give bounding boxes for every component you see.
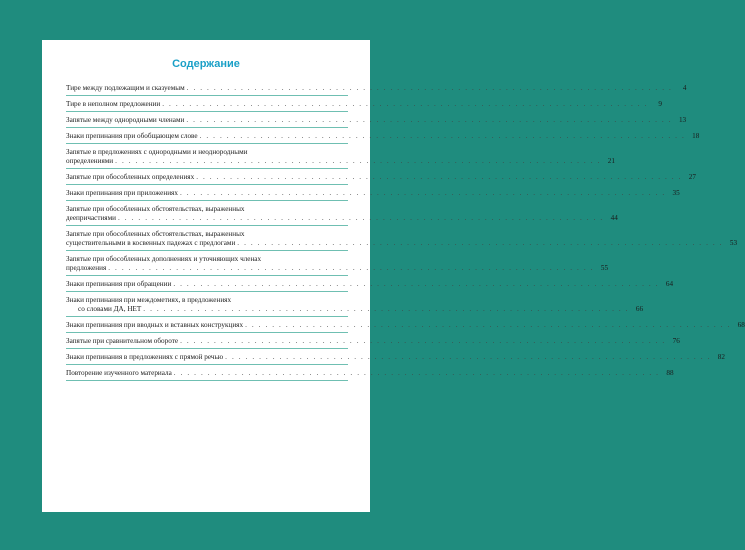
toc-entry[interactable]: [66, 276, 674, 292]
dot-leader: . . . . . . . . . . . . . . . . . . . . . . . . . . . . . . . . . . . . . . . . . . . . . . . . . . . . . . . . . . . . . . . . . . . . . . . .: [180, 337, 666, 345]
toc-entry[interactable]: [66, 144, 615, 169]
toc-entry[interactable]: [66, 80, 687, 96]
toc-page-number: 27: [688, 173, 696, 181]
document-page: [42, 40, 745, 512]
toc-entry-text: Запятые при обособленных дополнениях и уточняющих членах: [66, 255, 262, 263]
toc-entry-text: деепричастиями: [66, 214, 117, 222]
dot-leader: . . . . . . . . . . . . . . . . . . . . . . . . . . . . . . . . . . . . . . . . . . . . . . . . . . . . . . . . . . . . . . . . . . . . . . . .: [115, 157, 601, 165]
toc-page-number: 9: [658, 100, 663, 108]
toc-entry-text: Знаки препинания при междометиях, в предложениях: [66, 296, 232, 304]
dot-leader: . . . . . . . . . . . . . . . . . . . . . . . . . . . . . . . . . . . . . . . . . . . . . . . . . . . . . . . . . . . . . . . . . . . . . . . .: [143, 305, 630, 313]
dot-leader: . . . . . . . . . . . . . . . . . . . . . . . . . . . . . . . . . . . . . . . . . . . . . . . . . . . . . . . . . . . . . . . . . . . . . . . .: [225, 353, 711, 361]
toc-entry-text: Тире в неполном предложении: [66, 100, 161, 108]
toc-page-number: 66: [635, 305, 644, 313]
toc-entry[interactable]: [66, 226, 738, 251]
toc-entry-text: Запятые в предложениях с однородными и неоднородными: [66, 148, 248, 156]
toc-page-number: 18: [692, 132, 700, 140]
toc-entry-text: Запятые между однородными членами: [66, 116, 185, 124]
toc-entry-text: Повторение изученного материала: [66, 369, 172, 377]
toc-entry[interactable]: [66, 251, 609, 276]
toc-page-number: 64: [665, 280, 674, 288]
dot-leader: . . . . . . . . . . . . . . . . . . . . . . . . . . . . . . . . . . . . . . . . . . . . . . . . . . . . . . . . . . . . . . . . . . . . . . . .: [108, 264, 595, 272]
toc-entry-text: Запятые при обособленных определениях: [66, 173, 195, 181]
dot-leader: . . . . . . . . . . . . . . . . . . . . . . . . . . . . . . . . . . . . . . . . . . . . . . . . . . . . . . . . . . . . . . . . . . . . . . . .: [237, 239, 724, 247]
table-of-contents: [66, 80, 745, 381]
toc-entry[interactable]: [66, 365, 674, 381]
toc-page-number: 13: [678, 116, 687, 124]
toc-entry-text: Тире между подлежащим и сказуемым: [66, 84, 185, 92]
toc-entry[interactable]: [66, 169, 696, 185]
toc-entry-text: предложения: [66, 264, 107, 272]
toc-entry-text: Запятые при сравнительном обороте: [66, 337, 179, 345]
toc-entry-text: Запятые при обособленных обстоятельствах, выраженных: [66, 230, 245, 238]
toc-entry-text: определениями: [66, 157, 114, 165]
toc-entry-text: Знаки препинания при обращении: [66, 280, 172, 288]
toc-entry[interactable]: [66, 128, 700, 144]
toc-entry-text: Знаки препинания при обобщающем слове: [66, 132, 198, 140]
toc-page-number: 53: [729, 239, 738, 247]
toc-entry[interactable]: [66, 201, 618, 226]
toc-entry[interactable]: [66, 112, 687, 128]
toc-entry[interactable]: [66, 96, 663, 112]
toc-page-number: 88: [666, 369, 674, 377]
dot-leader: . . . . . . . . . . . . . . . . . . . . . . . . . . . . . . . . . . . . . . . . . . . . . . . . . . . . . . . . . . . . . . . . . . . . . . . .: [173, 280, 660, 288]
toc-entry[interactable]: [66, 185, 680, 201]
toc-entry-text: Знаки препинания в предложениях с прямой речью: [66, 353, 224, 361]
toc-page-number: 68: [737, 321, 745, 329]
toc-entry-text: Знаки препинания при приложениях: [66, 189, 178, 197]
toc-page-number: 82: [717, 353, 725, 361]
dot-leader: . . . . . . . . . . . . . . . . . . . . . . . . . . . . . . . . . . . . . . . . . . . . . . . . . . . . . . . . . . . . . . . . . . . . . . . .: [179, 189, 666, 197]
toc-entry[interactable]: [66, 292, 644, 317]
toc-entry-text: со словами ДА, НЕТ: [78, 305, 142, 313]
toc-page-number: 55: [600, 264, 609, 272]
dot-leader: . . . . . . . . . . . . . . . . . . . . . . . . . . . . . . . . . . . . . . . . . . . . . . . . . . . . . . . . . . . . . . . . . . . . . . . .: [118, 214, 604, 222]
toc-entry[interactable]: [66, 317, 745, 333]
toc-page-number: 44: [610, 214, 618, 222]
dot-leader: . . . . . . . . . . . . . . . . . . . . . . . . . . . . . . . . . . . . . . . . . . . . . . . . . . . . . . . . . . . . . . . . . . . . . . . .: [245, 321, 731, 329]
toc-page-number: 4: [682, 84, 687, 92]
dot-leader: . . . . . . . . . . . . . . . . . . . . . . . . . . . . . . . . . . . . . . . . . . . . . . . . . . . . . . . . . . . . . . . . . . . . . . . .: [162, 100, 649, 108]
toc-entry-text: Знаки препинания при вводных и вставных конструкциях: [66, 321, 244, 329]
dot-leader: . . . . . . . . . . . . . . . . . . . . . . . . . . . . . . . . . . . . . . . . . . . . . . . . . . . . . . . . . . . . . . . . . . . . . . . .: [186, 84, 673, 92]
dot-leader: . . . . . . . . . . . . . . . . . . . . . . . . . . . . . . . . . . . . . . . . . . . . . . . . . . . . . . . . . . . . . . . . . . . . . . . .: [173, 369, 660, 377]
toc-entry[interactable]: [66, 333, 680, 349]
toc-entry[interactable]: [66, 349, 725, 365]
toc-entry-text: существительными в косвенных падежах с предлогами: [66, 239, 236, 247]
toc-page-number: 21: [607, 157, 615, 165]
dot-leader: . . . . . . . . . . . . . . . . . . . . . . . . . . . . . . . . . . . . . . . . . . . . . . . . . . . . . . . . . . . . . . . . . . . . . . . .: [199, 132, 686, 140]
toc-page-number: 35: [672, 189, 680, 197]
toc-entry-text: Запятые при обособленных обстоятельствах, выраженных: [66, 205, 245, 213]
toc-title: Содержание: [172, 58, 240, 70]
toc-page-number: 76: [672, 337, 680, 345]
dot-leader: . . . . . . . . . . . . . . . . . . . . . . . . . . . . . . . . . . . . . . . . . . . . . . . . . . . . . . . . . . . . . . . . . . . . . . . .: [186, 116, 673, 124]
dot-leader: . . . . . . . . . . . . . . . . . . . . . . . . . . . . . . . . . . . . . . . . . . . . . . . . . . . . . . . . . . . . . . . . . . . . . . . .: [196, 173, 682, 181]
